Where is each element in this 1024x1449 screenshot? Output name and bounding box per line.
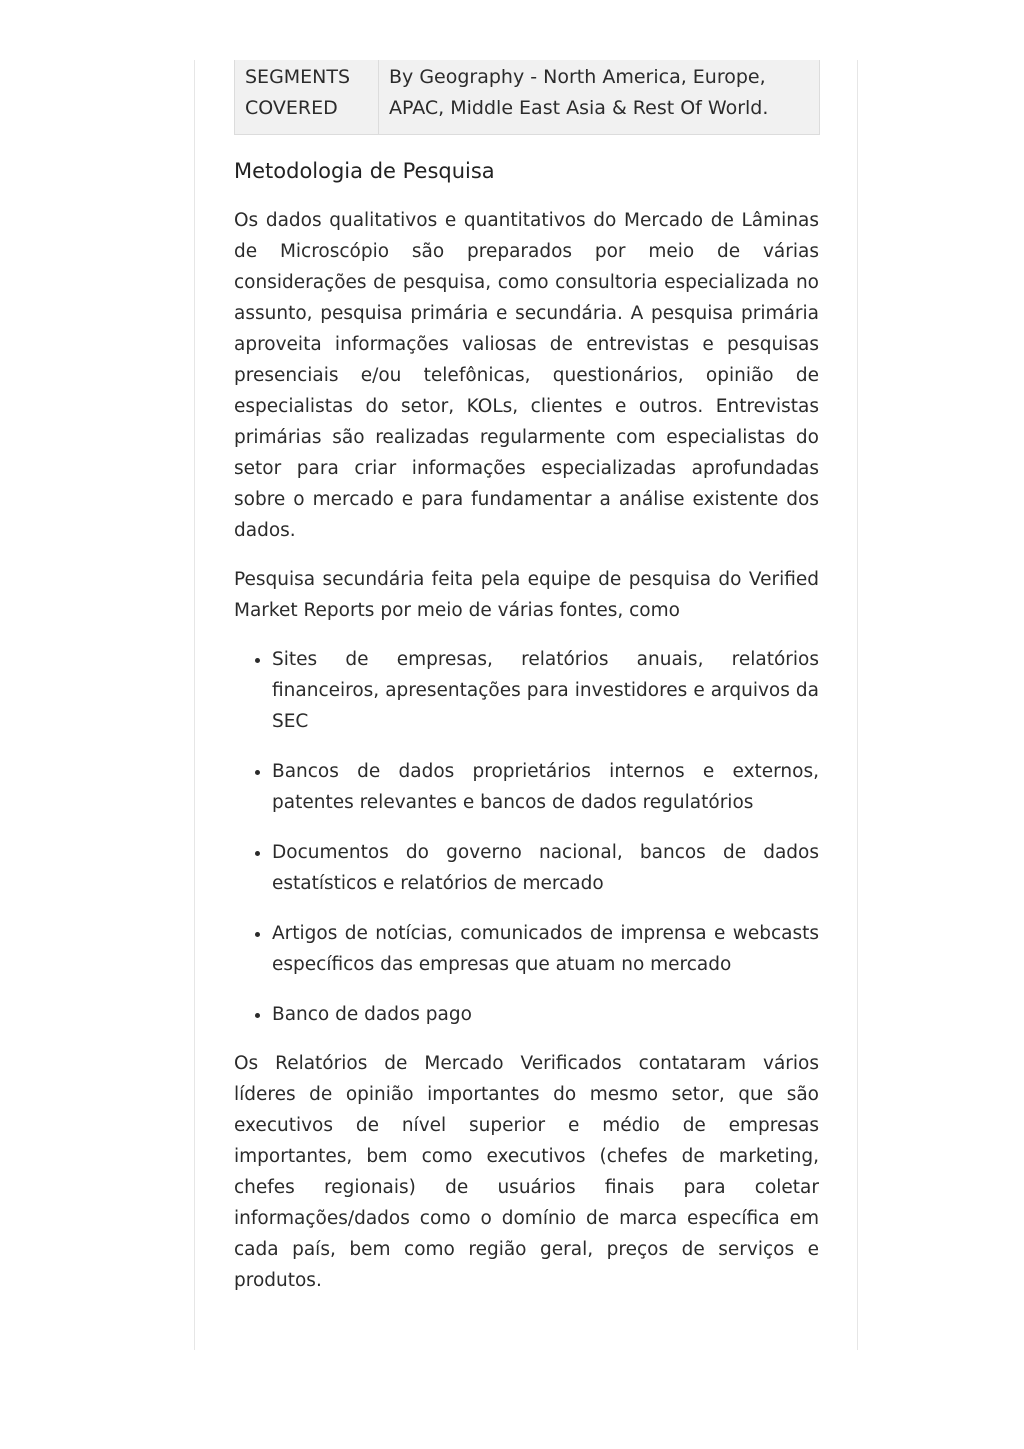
list-item: • Artigos de notícias, comunicados de imprensa e webcasts específicos das empresas que atuam no mercado: [272, 918, 819, 980]
list-item: • Banco de dados pago: [272, 999, 819, 1030]
methodology-paragraph-2: Pesquisa secundária feita pela equipe de pesquisa do Verified Market Reports por meio de várias fontes, como: [234, 569, 819, 621]
secondary-sources-list: [234, 644, 819, 1030]
segments-label-cell: SEGMENTS COVERED: [235, 60, 379, 135]
methodology-paragraph-1: Os dados qualitativos e quantitativos do Mercado de Lâminas de Microscópio são preparados por meio de várias considerações de pesquisa, como consultoria especializada no assunto, pesquisa primária e secundária. A pesquisa primária aproveita informações valiosas de entrevistas e pesquisas presenciais e/ou telefônicas, questionários, opinião de especialistas do setor, KOLs, clientes e outros. Entrevistas primárias são realizadas regularmente com especialistas do setor para criar informações especializadas aprofundadas sobre o mercado e para fundamentar a análise existente dos dados.: [234, 210, 819, 541]
methodology-paragraph-3: Os Relatórios de Mercado Verificados contataram vários líderes de opinião importantes do mesmo setor, que são executivos de nível superior e médio de empresas importantes, bem como executivos (chefes de marketing, chefes regionais) de usuários finais para coletar informações/dados como o domínio de marca específica em cada país, bem como região geral, preços de serviços e produtos.: [234, 1053, 819, 1291]
segments-table: [234, 60, 820, 135]
list-item: • Bancos de dados proprietários internos e externos, patentes relevantes e bancos de dados regulatórios: [272, 756, 819, 818]
list-item: • Documentos do governo nacional, bancos de dados estatísticos e relatórios de mercado: [272, 837, 819, 899]
segments-value-cell: By Geography - North America, Europe, APAC, Middle East Asia & Rest Of World.: [379, 60, 820, 135]
list-item: • Sites de empresas, relatórios anuais, relatórios financeiros, apresentações para investidores e arquivos da SEC: [272, 644, 819, 737]
report-content: [234, 60, 819, 1296]
table-row: [235, 60, 820, 135]
methodology-heading: Metodologia de Pesquisa: [234, 159, 495, 183]
